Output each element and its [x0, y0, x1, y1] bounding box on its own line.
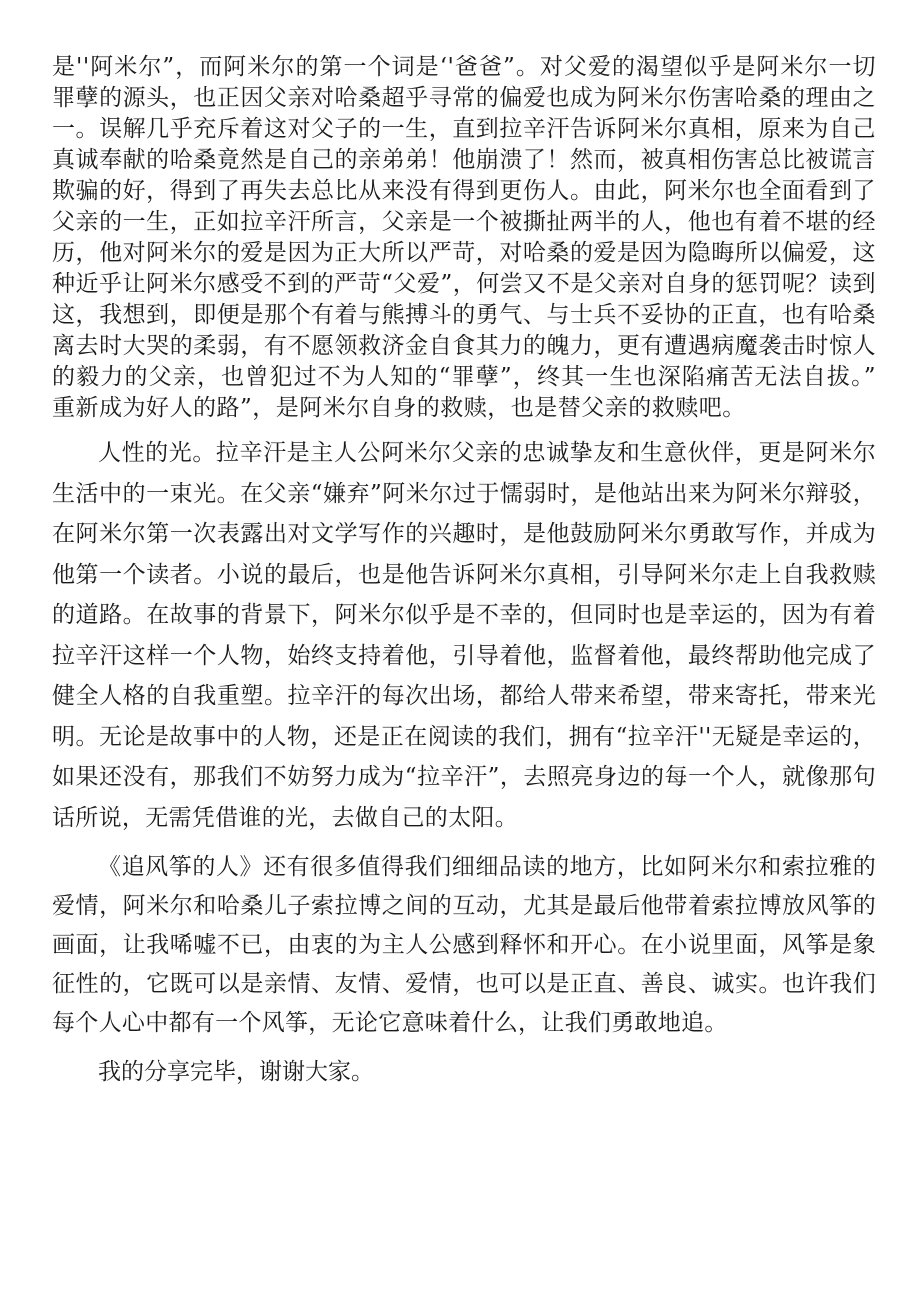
paragraph-kite-symbolism: 《追风筝的人》还有很多值得我们细细品读的地方，比如阿米尔和索拉雅的爱情，阿米尔和哈桑儿子索拉博之间的互动，尤其是最后他带着索拉博放风筝的画面，让我唏嘘不已，由衷的为主人公感到释怀和开心。在小说里面，风筝是象征性的，它既可以是亲情、友情、爱情，也可以是正直、善良、诚实。也许我们每个人心中都有一个风筝，无论它意味着什么，让我们勇敢地追。 [52, 854, 876, 1036]
document-page [52, 52, 876, 1092]
paragraph-closing-remark: 我的分享完毕，谢谢大家。 [98, 1059, 374, 1085]
paragraph-father-redemption: 是''阿米尔”，而阿米尔的第一个词是‘'爸爸”。对父爱的渴望似乎是阿米尔一切罪孽的源头，也正因父亲对哈桑超乎寻常的偏爱也成为阿米尔伤害哈桑的理由之一。误解几乎充斥着这对父子的一生，直到拉辛汗告诉阿米尔真相，原来为自己真诚奉献的哈桑竟然是自己的亲弟弟！他崩溃了！然而，被真相伤害总比被谎言欺骗的好，得到了再失去总比从来没有得到更伤人。由此，阿米尔也全面看到了父亲的一生，正如拉辛汗所言，父亲是一个被撕扯两半的人，他也有着不堪的经历，他对阿米尔的爱是因为正大所以严苛，对哈桑的爱是因为隐晦所以偏爱，这种近乎让阿米尔感受不到的严苛“父爱”，何尝又不是父亲对自身的惩罚呢？读到这，我想到，即便是那个有着与熊搏斗的勇气、与士兵不妥协的正直，也有哈桑离去时大哭的柔弱，有不愿领救济金自食其力的魄力，更有遭遇病魔袭击时惊人的毅力的父亲，也曾犯过不为人知的“罪孽”，终其一生也深陷痛苦无法自拔。”重新成为好人的路”，是阿米尔自身的救赎，也是替父亲的救赎吧。 [52, 54, 876, 421]
paragraph-rahim-khan-light: 人性的光。拉辛汗是主人公阿米尔父亲的忠诚挚友和生意伙伴，更是阿米尔生活中的一束光。在父亲“嫌弃”阿米尔过于懦弱时，是他站出来为阿米尔辩驳，在阿米尔第一次表露出对文学写作的兴趣时，是他鼓励阿米尔勇敢写作，并成为他第一个读者。小说的最后，也是他告诉阿米尔真相，引导阿米尔走上自我救赎的道路。在故事的背景下，阿米尔似乎是不幸的，但同时也是幸运的，因为有着拉辛汗这样一个人物，始终支持着他，引导着他，监督着他，最终帮助他完成了健全人格的自我重塑。拉辛汗的每次出场，都给人带来希望，带来寄托，带来光明。无论是故事中的人物，还是正在阅读的我们，拥有“拉辛汗''无疑是幸运的，如果还没有，那我们不妨努力成为“拉辛汗”，去照亮身边的每一个人，就像那句话所说，无需凭借谁的光，去做自己的太阳。 [52, 440, 876, 831]
